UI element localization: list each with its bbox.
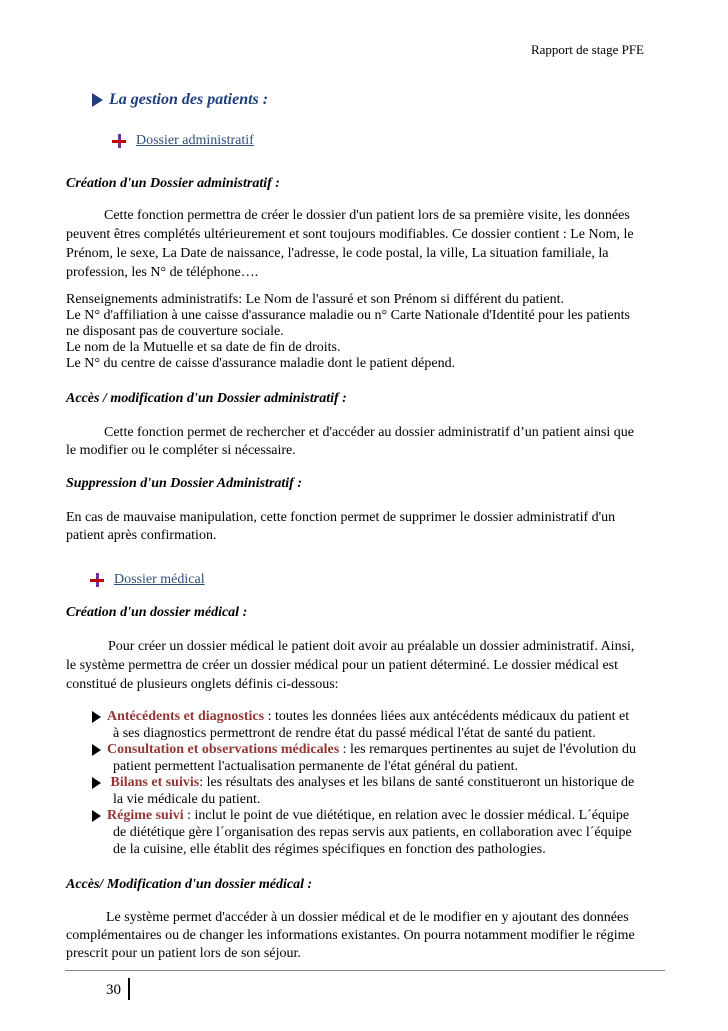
paragraph-line: patient après confirmation. (66, 528, 217, 543)
admin-access-heading: Accès / modification d'un Dossier administratif : (66, 391, 347, 406)
arrow-bullet-icon (92, 93, 103, 107)
arrow-bullet-icon (92, 810, 101, 822)
paragraph-line: complémentaires ou de changer les informations existantes. On pourra notamment modifier le régime (66, 928, 635, 943)
paragraph-line: Le N° du centre de caisse d'assurance maladie dont le patient dépend. (66, 356, 456, 371)
paragraph-line: le modifier ou le compléter si nécessaire. (66, 443, 296, 458)
list-term: Bilans et suivis (107, 775, 200, 790)
paragraph-line: Cette fonction permettra de créer le dossier d'un patient lors de sa première visite, les données (104, 208, 630, 223)
paragraph-line: Le N° d'affiliation à une caisse d'assurance maladie ou n° Carte Nationale d'Identité pour les patients (66, 308, 630, 323)
list-text: : les remarques pertinentes au sujet de l'évolution du (339, 742, 637, 757)
paragraph-line: En cas de mauvaise manipulation, cette fonction permet de supprimer le dossier administratif d'un (66, 510, 616, 525)
admin-subtitle: Dossier administratif (136, 133, 254, 148)
list-continuation: patient permettent l'actualisation permanente de l'état général du patient. (113, 759, 519, 774)
paragraph-line: constitué de plusieurs onglets définis ci-dessous: (66, 677, 339, 692)
section-title: La gestion des patients : (109, 91, 269, 108)
paragraph-line: Cette fonction permet de rechercher et d'accéder au dossier administratif d’un patient ainsi que (104, 425, 635, 440)
subheading-medical (90, 570, 205, 589)
medical-subtitle: Dossier médical (114, 572, 205, 587)
paragraph-line: prescrit pour un patient lors de son séjour. (66, 946, 301, 961)
list-text: : les résultats des analyses et les bilans de santé constitueront un historique de (199, 775, 635, 790)
admin-creation-heading: Création d'un Dossier administratif : (66, 176, 280, 191)
paragraph-line: peuvent êtres complétés ultérieurement et sont toujours modifiables. Ce dossier contient : Le Nom, le (66, 227, 634, 242)
paragraph-line: Le système permet d'accéder à un dossier médical et de le modifier en y ajoutant des données (106, 910, 629, 925)
list-term: Régime suivi (107, 808, 184, 823)
list-text: : toutes les données liées aux antécédents médicaux du patient et (264, 709, 630, 724)
page-number: 30 (106, 982, 121, 998)
section-heading (92, 90, 268, 109)
running-header: Rapport de stage PFE (530, 42, 644, 57)
list-continuation: de la cuisine, elle établit des régimes spécifiques en fonction des pathologies. (113, 842, 546, 857)
arrow-bullet-icon (92, 777, 101, 789)
star-bullet-icon (90, 573, 104, 587)
admin-delete-heading: Suppression d'un Dossier Administratif : (66, 476, 302, 491)
medical-access-heading: Accès/ Modification d'un dossier médical : (66, 877, 313, 892)
star-bullet-icon (112, 134, 126, 148)
list-term: Consultation et observations médicales (107, 742, 340, 757)
list-term: Antécédents et diagnostics (107, 709, 265, 724)
medical-creation-heading: Création d'un dossier médical : (66, 605, 248, 620)
list-continuation: la vie médicale du patient. (113, 792, 261, 807)
page-number-bar (128, 978, 130, 1000)
paragraph-line: le système permettra de créer un dossier médical pour un patient déterminé. Le dossier médical est (66, 658, 619, 673)
paragraph-line: ne disposant pas de couverture sociale. (66, 324, 284, 339)
paragraph-line: Renseignements administratifs: Le Nom de l'assuré et son Prénom si différent du patient. (66, 292, 564, 307)
arrow-bullet-icon (92, 744, 101, 756)
list-continuation: à ses diagnostics permettront de rendre état du passé médical l'état de santé du patient. (113, 726, 596, 741)
list-continuation: de diététique gère l´organisation des repas servis aux patients, en collaboration avec l´équipe (113, 825, 632, 840)
paragraph-line: Prénom, le sexe, La Date de naissance, l'adresse, le code postal, la ville, La situation familiale, la (66, 246, 609, 261)
paragraph-line: Pour créer un dossier médical le patient doit avoir au préalable un dossier administratif. Ainsi, (108, 639, 635, 654)
arrow-bullet-icon (92, 711, 101, 723)
footer-rule (65, 970, 665, 971)
subheading-admin (112, 131, 254, 150)
list-text: : inclut le point de vue diététique, en relation avec le dossier médical. L´équipe (183, 808, 630, 823)
paragraph-line: profession, les N° de téléphone…. (66, 265, 259, 280)
paragraph-line: Le nom de la Mutuelle et sa date de fin de droits. (66, 340, 341, 355)
